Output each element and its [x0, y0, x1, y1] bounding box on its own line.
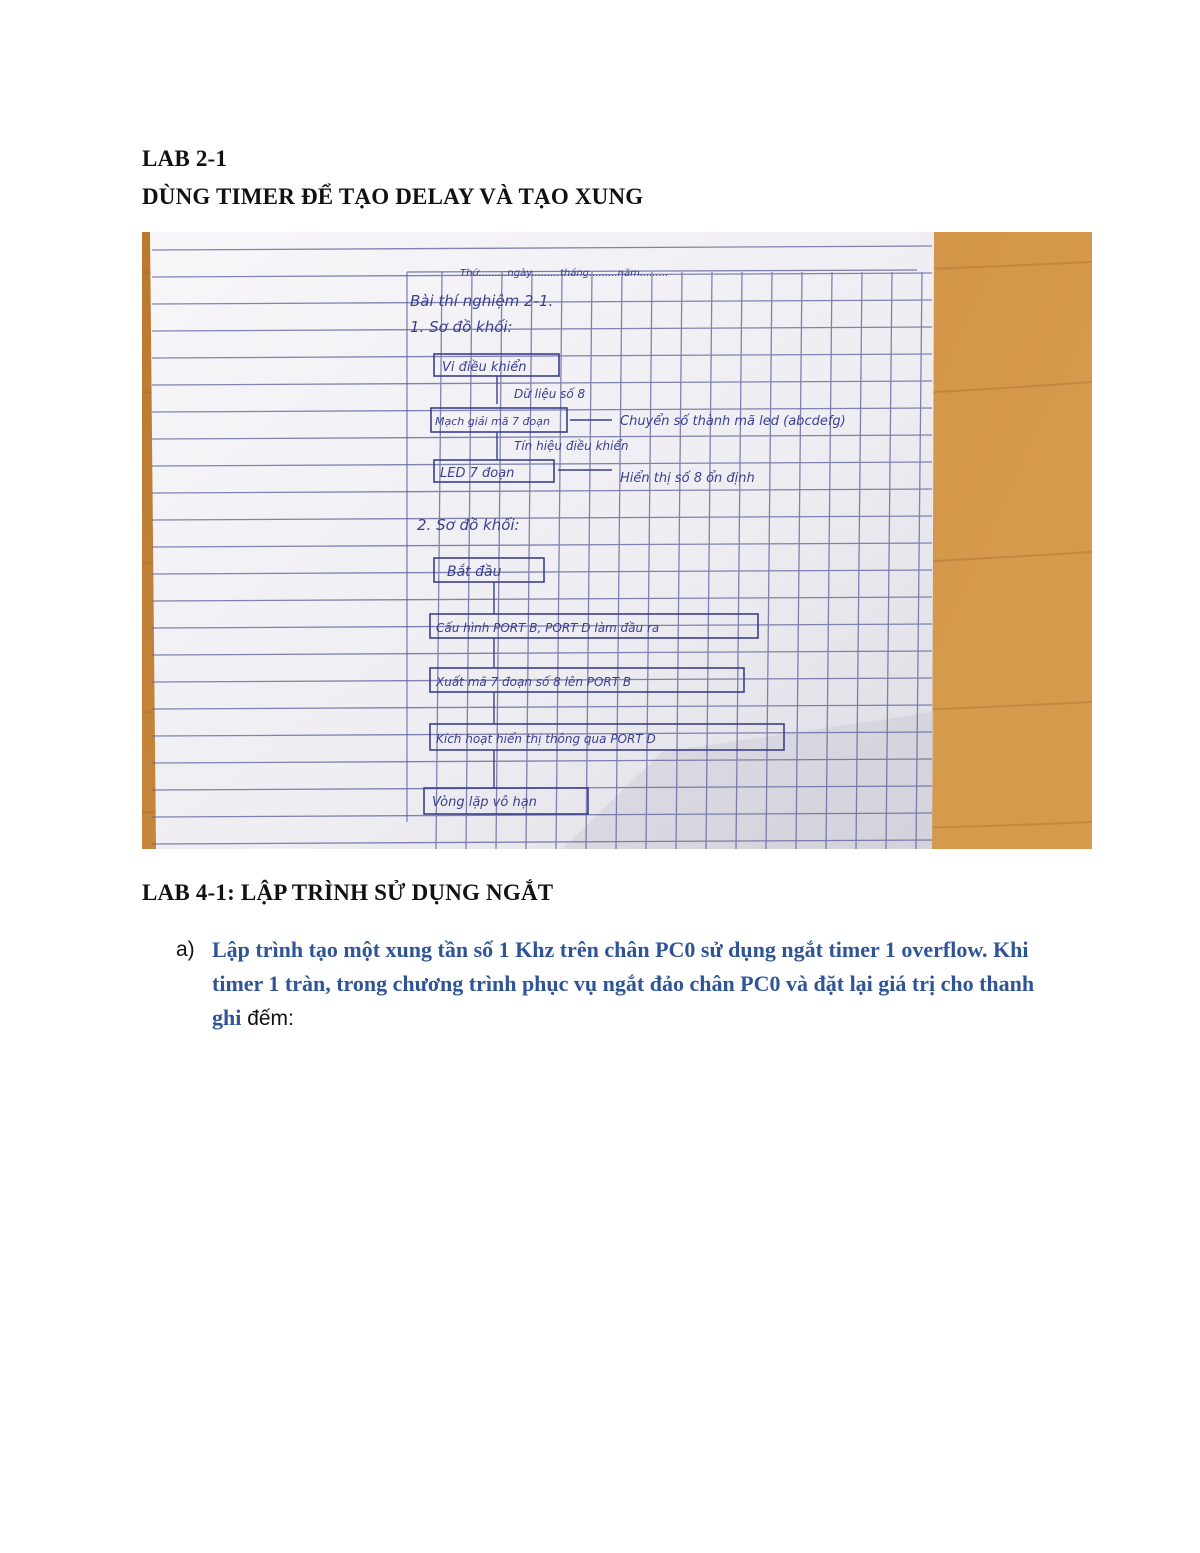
task-a-text-plain: đếm: — [241, 1007, 294, 1030]
photo-line-4: Mạch giải mã 7 đoạn — [435, 415, 550, 428]
photo-line-10: Bắt đầu — [447, 564, 502, 580]
handwritten-notes-photo — [142, 232, 1092, 849]
photo-line-8: Hiển thị số 8 ổn định — [620, 471, 755, 486]
photo-line-2: Vi điều khiển — [442, 360, 527, 375]
photo-line-12: Xuất mã 7 đoạn số 8 lên PORT B — [436, 675, 632, 689]
lab21-subtitle: DÙNG TIMER ĐỂ TẠO DELAY VÀ TẠO XUNG — [142, 184, 644, 209]
photo-header-line: Thứ.........ngày.........tháng.........năm......... — [460, 268, 669, 279]
task-a-marker: a) — [176, 938, 195, 961]
lab21-title: LAB 2-1 — [142, 146, 228, 171]
lab41-title: LAB 4-1: LẬP TRÌNH SỬ DỤNG NGẮT — [142, 880, 554, 905]
photo-line-9: 2. Sơ đồ khối: — [417, 516, 520, 534]
photo-line-0: Bài thí nghiệm 2-1. — [410, 292, 554, 310]
photo-line-7: LED 7 đoạn — [440, 466, 515, 481]
photo-line-13: Kích hoạt hiển thị thông qua PORT D — [436, 732, 656, 746]
photo-line-1: 1. Sơ đồ khối: — [410, 318, 513, 336]
photo-line-5: Chuyển số thành mã led (abcdefg) — [620, 414, 846, 429]
photo-line-14: Vòng lặp vô hạn — [432, 795, 537, 810]
photo-line-11: Cấu hình PORT B, PORT D làm đầu ra — [436, 621, 660, 635]
photo-line-6: Tín hiệu điều khiển — [514, 439, 629, 453]
task-a-text: Lập trình tạo một xung tần số 1 Khz trên chân PC0 sử dụng ngắt timer 1 overflow. Khi timer 1 tràn, trong chương trình phục vụ ngắt đảo chân PC0 và đặt lại giá trị cho thanh ghi — [212, 937, 1035, 1030]
photo-line-3: Dữ liệu số 8 — [514, 387, 586, 401]
